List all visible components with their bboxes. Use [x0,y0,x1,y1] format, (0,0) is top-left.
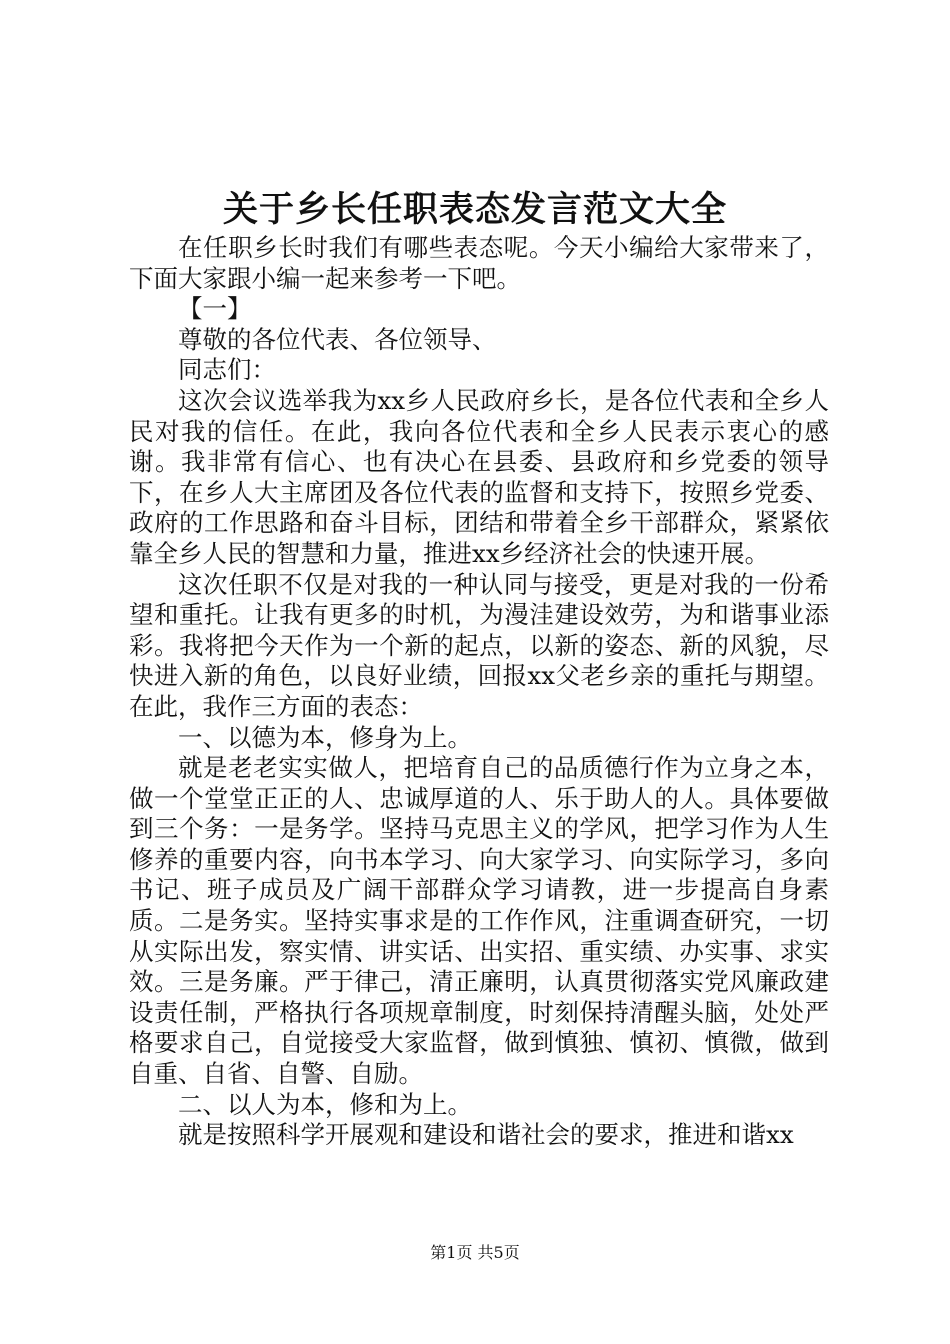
paragraph: 就是按照科学开展观和建设和谐社会的要求，推进和谐xx [178,1120,794,1150]
salutation-line: 尊敬的各位代表、各位领导、 [178,324,497,354]
paragraph: 就是老老实实做人，把培育自己的品质德行作为立身之本，做一个堂堂正正的人、忠诚厚道的人、乐于助人的人。具体要做到三个务：一是务学。坚持马克思主义的学风，把学习作为人生修养的重要内容，向书本学习、向大家学习、向实际学习，多向书记、班子成员及广阔干部群众学习请教，进一步提高自身素质。二是务实。坚持实事求是的工作作风，注重调查研究，一切从实际出发，察实情、讲实话、出实招、重实绩、办实事、求实效。三是务廉。严于律己，清正廉明，认真贯彻落实党风廉政建设责任制，严格执行各项规章制度，时刻保持清醒头脑，处处严格要求自己，自觉接受大家监督，做到慎独、慎初、慎微，做到自重、自省、自警、自励。 [129,753,829,1089]
section-heading: 一、以德为本，修身为上。 [178,722,472,752]
paragraph-intro: 在任职乡长时我们有哪些表态呢。今天小编给大家带来了，下面大家跟小编一起来参考一下吧。 [129,233,829,293]
document-body [129,233,829,1151]
document-title: 关于乡长任职表态发言范文大全 [222,189,727,230]
section-heading: 二、以人为本，修和为上。 [178,1089,472,1119]
page-footer: 第1页 共5页 [430,1243,520,1262]
paragraph: 这次任职不仅是对我的一种认同与接受，更是对我的一份希望和重托。让我有更多的时机，为漫洼建设效劳，为和谐事业添彩。我将把今天作为一个新的起点，以新的姿态、新的风貌，尽快进入新的角色，以良好业绩，回报xx父老乡亲的重托与期望。在此，我作三方面的表态： [129,569,829,721]
section-marker: 【一】 [178,294,252,324]
salutation-line: 同志们： [178,355,276,385]
paragraph: 这次会议选举我为xx乡人民政府乡长，是各位代表和全乡人民对我的信任。在此，我向各位代表和全乡人民表示衷心的感谢。我非常有信心、也有决心在县委、县政府和乡党委的领导下，在乡人大主席团及各位代表的监督和支持下，按照乡党委、政府的工作思路和奋斗目标，团结和带着全乡干部群众，紧紧依靠全乡人民的智慧和力量，推进xx乡经济社会的快速开展。 [129,385,829,568]
